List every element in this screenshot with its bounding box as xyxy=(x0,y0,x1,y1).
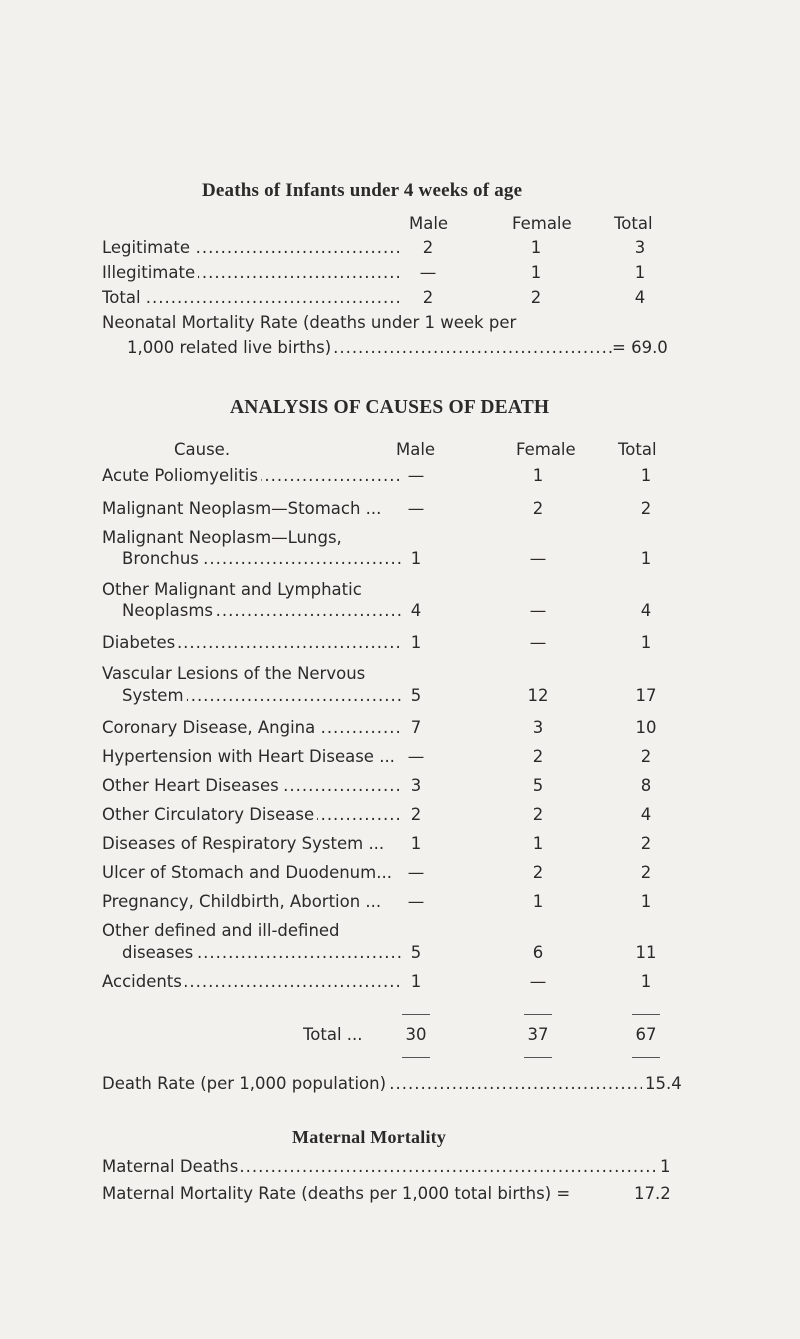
cause-label: Diseases of Respiratory System ... xyxy=(102,834,387,853)
cause-total: 2 xyxy=(640,834,652,853)
infants-header-female: Female xyxy=(512,214,572,233)
cause-label: Other Circulatory Disease xyxy=(102,805,317,824)
maternal-deaths-label: Maternal Deaths xyxy=(102,1157,241,1176)
cause-row xyxy=(0,803,800,827)
cause-label: System xyxy=(122,686,187,705)
causes-header-male: Male xyxy=(396,440,436,459)
causes-total-total: 67 xyxy=(635,1025,657,1044)
cause-female: 6 xyxy=(532,943,544,962)
cause-total: 11 xyxy=(635,943,657,962)
causes-header-female: Female xyxy=(516,440,576,459)
infants-row xyxy=(0,261,800,285)
cause-female: — xyxy=(529,972,547,991)
cause-total: 1 xyxy=(640,972,652,991)
cause-total: 10 xyxy=(635,718,657,737)
cause-label: Acute Poliomyelitis xyxy=(102,466,261,485)
cause-female: 2 xyxy=(532,747,544,766)
death-rate-value: 15.4 xyxy=(645,1074,682,1093)
cause-male: 1 xyxy=(410,972,422,991)
cause-male: 7 xyxy=(410,718,422,737)
cause-label: Malignant Neoplasm—Stomach ... xyxy=(102,499,384,518)
cause-label-line1: Other Malignant and Lymphatic xyxy=(102,580,362,599)
cause-label: Neoplasms xyxy=(122,601,216,620)
causes-total-male: 30 xyxy=(405,1025,427,1044)
neonatal-value: = 69.0 xyxy=(612,338,668,357)
cause-label: Ulcer of Stomach and Duodenum... xyxy=(102,863,395,882)
cause-label-line1: Malignant Neoplasm—Lungs, xyxy=(102,528,342,547)
cause-total: 1 xyxy=(640,633,652,652)
cause-male: — xyxy=(407,747,425,766)
cause-female: 2 xyxy=(532,863,544,882)
cause-male: 1 xyxy=(410,549,422,568)
cause-female: 12 xyxy=(527,686,549,705)
infants-female-value: 2 xyxy=(530,288,542,307)
cause-male: 5 xyxy=(410,686,422,705)
cause-label: Diabetes xyxy=(102,633,178,652)
cause-label-line1: Other defined and ill-defined xyxy=(102,921,340,940)
total-rule-top-total xyxy=(632,1014,660,1015)
cause-label: Pregnancy, Childbirth, Abortion ... xyxy=(102,892,384,911)
cause-row xyxy=(0,547,800,571)
infants-male-value: 2 xyxy=(422,238,434,257)
cause-total: 8 xyxy=(640,776,652,795)
causes-total-female: 37 xyxy=(527,1025,549,1044)
cause-row xyxy=(0,716,800,740)
neonatal-row xyxy=(0,336,800,360)
maternal-deaths-value: 1 xyxy=(660,1157,671,1176)
cause-male: — xyxy=(407,892,425,911)
cause-row xyxy=(0,684,800,708)
death-rate-row xyxy=(0,1072,800,1096)
causes-header-total: Total xyxy=(618,440,657,459)
cause-female: 1 xyxy=(532,892,544,911)
death-rate-label: Death Rate (per 1,000 population) xyxy=(102,1074,389,1093)
cause-total: 2 xyxy=(640,747,652,766)
cause-row xyxy=(0,890,800,914)
cause-row xyxy=(0,941,800,965)
maternal-rate-label: Maternal Mortality Rate (deaths per 1,000 total births) = xyxy=(102,1184,571,1203)
cause-row xyxy=(0,970,800,994)
cause-row xyxy=(0,631,800,655)
cause-male: — xyxy=(407,466,425,485)
infants-total-value: 4 xyxy=(634,288,646,307)
infants-row-label: Legitimate xyxy=(102,238,193,257)
cause-label: Coronary Disease, Angina xyxy=(102,718,318,737)
causes-total-row xyxy=(0,1023,800,1047)
cause-row xyxy=(0,464,800,488)
maternal-deaths-row xyxy=(0,1155,800,1179)
cause-female: 2 xyxy=(532,499,544,518)
infants-row xyxy=(0,286,800,310)
infants-title: Deaths of Infants under 4 weeks of age xyxy=(202,180,523,201)
cause-total: 2 xyxy=(640,863,652,882)
cause-male: — xyxy=(407,499,425,518)
causes-header-cause: Cause. xyxy=(174,440,231,459)
cause-female: 3 xyxy=(532,718,544,737)
cause-male: 1 xyxy=(410,834,422,853)
infants-female-value: 1 xyxy=(530,238,542,257)
maternal-rate-value: 17.2 xyxy=(634,1184,671,1203)
infants-row-label: Illegitimate xyxy=(102,263,198,282)
causes-total-label: Total ... xyxy=(303,1025,363,1044)
infants-header-total: Total xyxy=(614,214,653,233)
infants-female-value: 1 xyxy=(530,263,542,282)
cause-total: 1 xyxy=(640,466,652,485)
causes-title: ANALYSIS OF CAUSES OF DEATH xyxy=(230,397,550,418)
cause-male: 4 xyxy=(410,601,422,620)
cause-label-line1: Vascular Lesions of the Nervous xyxy=(102,664,366,683)
total-rule-top-male xyxy=(402,1014,430,1015)
cause-female: — xyxy=(529,601,547,620)
cause-female: — xyxy=(529,549,547,568)
total-rule-bottom-male xyxy=(402,1057,430,1058)
cause-total: 4 xyxy=(640,601,652,620)
cause-female: 2 xyxy=(532,805,544,824)
cause-female: 1 xyxy=(532,466,544,485)
infants-total-value: 1 xyxy=(634,263,646,282)
total-rule-top-female xyxy=(524,1014,552,1015)
total-rule-bottom-total xyxy=(632,1057,660,1058)
neonatal-line1: Neonatal Mortality Rate (deaths under 1 week per xyxy=(102,313,517,332)
infants-header-male: Male xyxy=(409,214,449,233)
cause-label: Bronchus xyxy=(122,549,202,568)
cause-label: Accidents xyxy=(102,972,185,991)
total-rule-bottom-female xyxy=(524,1057,552,1058)
cause-male: 2 xyxy=(410,805,422,824)
cause-row xyxy=(0,774,800,798)
infants-row xyxy=(0,236,800,260)
cause-row xyxy=(0,497,800,521)
infants-male-value: 2 xyxy=(422,288,434,307)
cause-male: 3 xyxy=(410,776,422,795)
cause-label: Other Heart Diseases xyxy=(102,776,282,795)
cause-row xyxy=(0,745,800,769)
cause-total: 4 xyxy=(640,805,652,824)
cause-row xyxy=(0,832,800,856)
infants-male-value: — xyxy=(419,263,437,282)
cause-female: — xyxy=(529,633,547,652)
cause-label: Hypertension with Heart Disease ... xyxy=(102,747,398,766)
cause-row xyxy=(0,599,800,623)
neonatal-label: 1,000 related live births) xyxy=(127,338,334,357)
cause-male: — xyxy=(407,863,425,882)
infants-row-label: Total xyxy=(102,288,144,307)
cause-total: 1 xyxy=(640,549,652,568)
cause-female: 5 xyxy=(532,776,544,795)
cause-female: 1 xyxy=(532,834,544,853)
cause-total: 17 xyxy=(635,686,657,705)
cause-row xyxy=(0,861,800,885)
cause-total: 2 xyxy=(640,499,652,518)
cause-male: 5 xyxy=(410,943,422,962)
cause-total: 1 xyxy=(640,892,652,911)
maternal-title: Maternal Mortality xyxy=(292,1127,447,1147)
infants-total-value: 3 xyxy=(634,238,646,257)
cause-male: 1 xyxy=(410,633,422,652)
maternal-rate-row xyxy=(0,1182,800,1206)
cause-label: diseases xyxy=(122,943,196,962)
